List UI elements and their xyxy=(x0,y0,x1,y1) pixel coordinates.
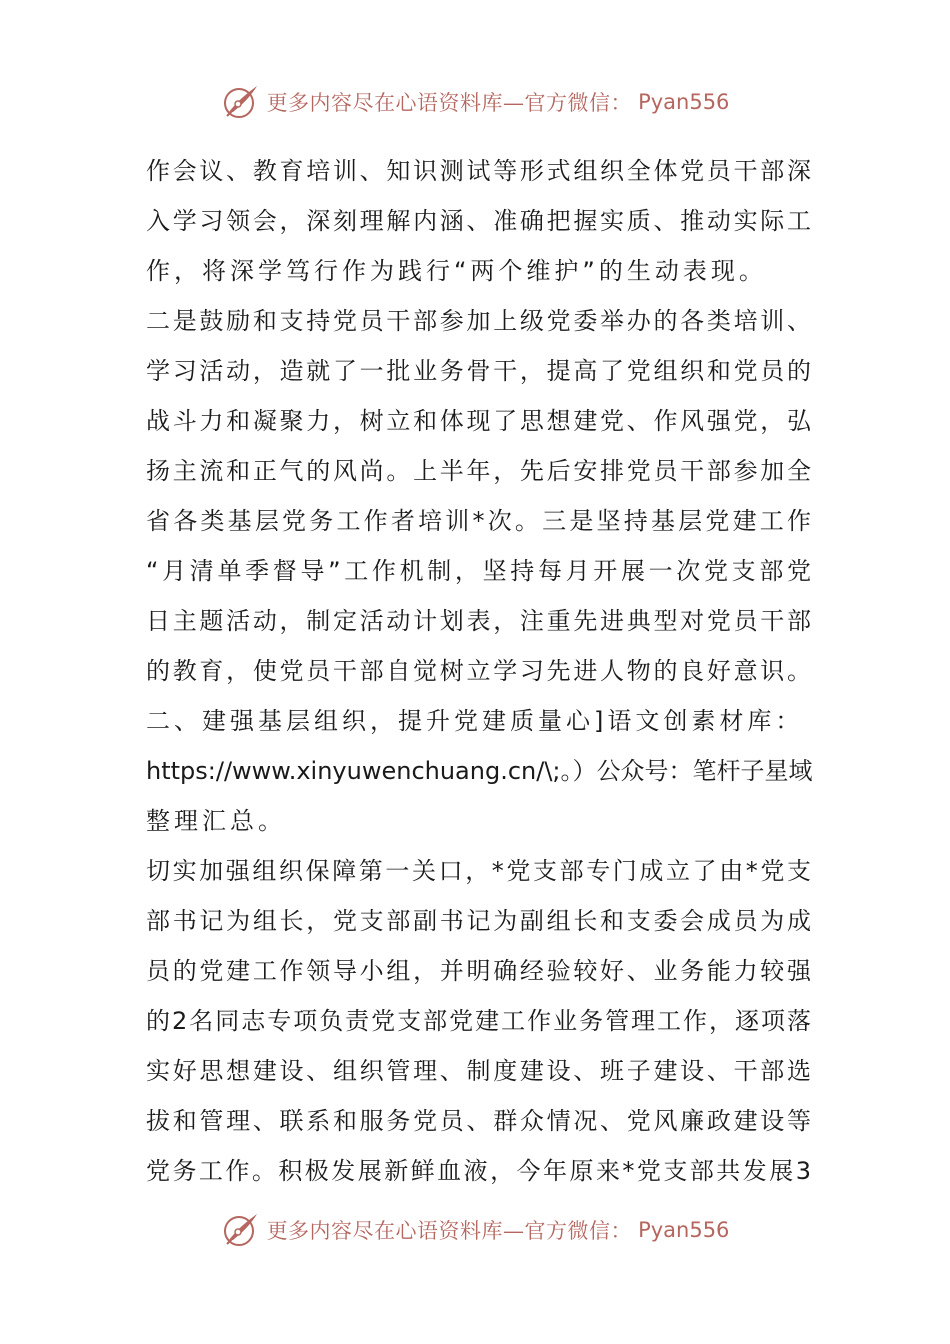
body-line: 省各类基层党务工作者培训*次。三是坚持基层党建工作 xyxy=(146,507,811,535)
body-line: 党务工作。积极发展新鲜血液，今年原来*党支部共发展3 xyxy=(146,1157,811,1185)
section-heading: 二、建强基层组织，提升党建质量心]语文创素材库： xyxy=(146,707,804,735)
body-line: 切实加强组织保障第一关口，*党支部专门成立了由*党支 xyxy=(146,857,811,885)
banner-wechat-id: Pyan556 xyxy=(638,90,730,114)
quill-logo-icon xyxy=(221,1210,261,1250)
quill-logo-icon xyxy=(221,82,261,122)
body-line: 作会议、教育培训、知识测试等形式组织全体党员干部深 xyxy=(146,157,811,185)
banner-text: 更多内容尽在心语资料库—官方微信： xyxy=(266,91,633,115)
body-line: 作，将深学笃行作为践行“两个维护”的生动表现。 xyxy=(146,257,767,285)
body-line: 拔和管理、联系和服务党员、群众情况、党风廉政建设等 xyxy=(146,1107,811,1135)
body-line: 战斗力和凝聚力，树立和体现了思想建党、作风强党，弘 xyxy=(146,407,811,435)
body-line: 部书记为组长，党支部副书记为副组长和支委会成员为成 xyxy=(146,907,811,935)
body-line: 员的党建工作领导小组，并明确经验较好、业务能力较强 xyxy=(146,957,811,985)
body-line: 扬主流和正气的风尚。上半年，先后安排党员干部参加全 xyxy=(146,457,811,485)
body-line: 日主题活动，制定活动计划表，注重先进典型对党员干部 xyxy=(146,607,811,635)
banner-wechat-id: Pyan556 xyxy=(638,1218,730,1242)
header-banner xyxy=(0,80,950,124)
banner-text: 更多内容尽在心语资料库—官方微信： xyxy=(266,1219,633,1243)
body-line: https://www.xinyuwenchuang.cn/\;。）公众号：笔杆子星域 xyxy=(146,757,813,785)
body-line: 的2名同志专项负责党支部党建工作业务管理工作，逐项落 xyxy=(146,1007,811,1035)
body-line: 二是鼓励和支持党员干部参加上级党委举办的各类培训、 xyxy=(146,307,811,335)
body-line: “月清单季督导”工作机制，坚持每月开展一次党支部党 xyxy=(146,557,811,585)
body-line: 学习活动，造就了一批业务骨干，提高了党组织和党员的 xyxy=(146,357,811,385)
footer-banner xyxy=(0,1208,950,1252)
document-body xyxy=(146,146,811,1196)
body-line: 入学习领会，深刻理解内涵、准确把握实质、推动实际工 xyxy=(146,207,811,235)
body-line: 实好思想建设、组织管理、制度建设、班子建设、干部选 xyxy=(146,1057,811,1085)
body-line: 的教育，使党员干部自觉树立学习先进人物的良好意识。 xyxy=(146,657,811,685)
body-line: 整理汇总。 xyxy=(146,807,286,835)
